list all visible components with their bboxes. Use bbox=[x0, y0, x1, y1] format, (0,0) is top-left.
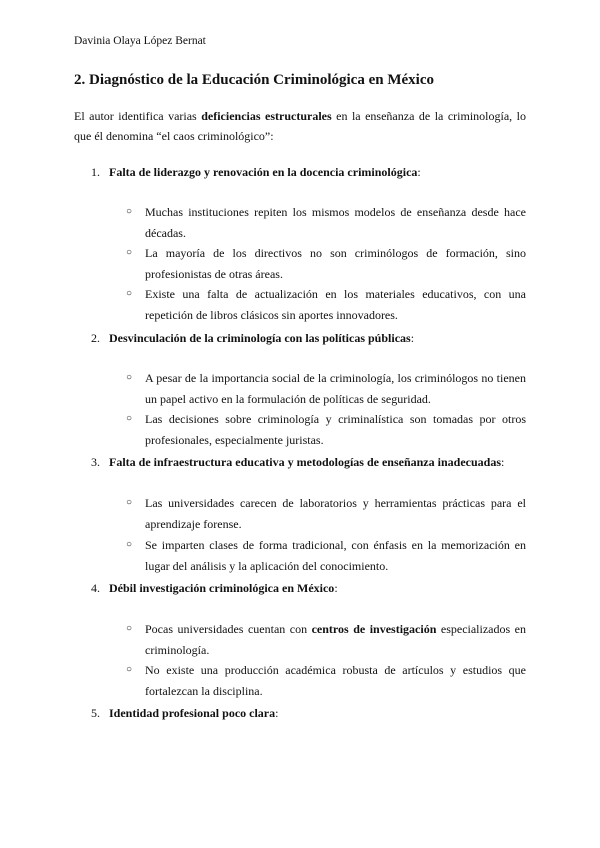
bullet-item bbox=[126, 535, 526, 576]
bullet-item bbox=[126, 619, 526, 660]
list-item-suffix: : bbox=[275, 706, 279, 720]
list-item-suffix: : bbox=[334, 581, 338, 595]
list-item-label: Desvinculación de la criminología con las políticas públicas bbox=[109, 331, 411, 345]
intro-text-after: en la enseñanza de la criminología, lo que él denomina “el caos criminológico”: bbox=[74, 109, 526, 143]
hollow-circle-bullet-icon: ○ bbox=[126, 372, 133, 383]
bullet-item bbox=[126, 660, 526, 701]
page-header-author: Davinia Olaya López Bernat bbox=[74, 35, 206, 47]
hollow-circle-bullet-icon: ○ bbox=[126, 247, 133, 258]
hollow-circle-bullet-icon: ○ bbox=[126, 413, 133, 424]
hollow-circle-bullet-icon: ○ bbox=[126, 539, 133, 550]
bullet-text: Las universidades carecen de laboratorios y herramientas prácticas para el aprendizaje forense. bbox=[145, 496, 526, 531]
bullet-text: A pesar de la importancia social de la criminología, los criminólogos no tienen un papel activo en la formulación de políticas de seguridad. bbox=[145, 371, 526, 406]
bullet-text: Las decisiones sobre criminología y criminalística son tomadas por otros profesionales, especialmente juristas. bbox=[145, 412, 526, 447]
list-item-2 bbox=[91, 328, 414, 348]
bullet-text: Existe una falta de actualización en los materiales educativos, con una repetición de libros clásicos sin aportes innovadores. bbox=[145, 287, 526, 322]
list-item-number: 1. bbox=[91, 165, 100, 179]
list-item-suffix: : bbox=[417, 165, 421, 179]
list-item-label: Falta de infraestructura educativa y metodologías de enseñanza inadecuadas bbox=[109, 455, 501, 469]
bullet-item bbox=[126, 284, 526, 325]
bullet-item bbox=[126, 202, 526, 243]
hollow-circle-bullet-icon: ○ bbox=[126, 497, 133, 508]
list-item-label: Falta de liderazgo y renovación en la docencia criminológica bbox=[109, 165, 418, 179]
list-item-1 bbox=[91, 162, 421, 182]
bullet-text-after: especializados en criminología. bbox=[145, 622, 526, 657]
bullet-text: Se imparten clases de forma tradicional, con énfasis en la memorización en lugar del análisis y la aplicación del conocimiento. bbox=[145, 538, 526, 573]
hollow-circle-bullet-icon: ○ bbox=[126, 664, 133, 675]
section-title: 2. Diagnóstico de la Educación Criminológica en México bbox=[74, 72, 434, 88]
bullet-text bbox=[145, 619, 526, 660]
bullet-text: La mayoría de los directivos no son criminólogos de formación, sino profesionistas de otras áreas. bbox=[145, 246, 526, 281]
intro-bold-term: deficiencias estructurales bbox=[201, 109, 332, 123]
list-item-label: Identidad profesional poco clara bbox=[109, 706, 276, 720]
hollow-circle-bullet-icon: ○ bbox=[126, 623, 133, 634]
bullet-item bbox=[126, 243, 526, 284]
list-item-suffix: : bbox=[501, 455, 505, 469]
list-item-4 bbox=[91, 578, 338, 598]
list-item-number: 5. bbox=[91, 706, 100, 720]
bullet-text: Muchas instituciones repiten los mismos modelos de enseñanza desde hace décadas. bbox=[145, 205, 526, 240]
bullet-item bbox=[126, 493, 526, 534]
list-item-number: 4. bbox=[91, 581, 100, 595]
intro-paragraph bbox=[74, 106, 526, 146]
list-item-label: Débil investigación criminológica en México bbox=[109, 581, 335, 595]
bullet-item bbox=[126, 409, 526, 450]
bullet-item bbox=[126, 368, 526, 409]
list-item-5 bbox=[91, 703, 278, 723]
hollow-circle-bullet-icon: ○ bbox=[126, 206, 133, 217]
intro-text-before: El autor identifica varias bbox=[74, 109, 202, 123]
list-item-number: 2. bbox=[91, 331, 100, 345]
bullet-bold-term: centros de investigación bbox=[311, 622, 437, 636]
list-item-suffix: : bbox=[410, 331, 415, 345]
hollow-circle-bullet-icon: ○ bbox=[126, 288, 133, 299]
list-item-number: 3. bbox=[91, 455, 100, 469]
list-item-3 bbox=[91, 452, 504, 472]
bullet-text: No existe una producción académica robusta de artículos y estudios que fortalezcan la disciplina. bbox=[145, 663, 526, 698]
bullet-text-before: Pocas universidades cuentan con bbox=[145, 622, 312, 636]
